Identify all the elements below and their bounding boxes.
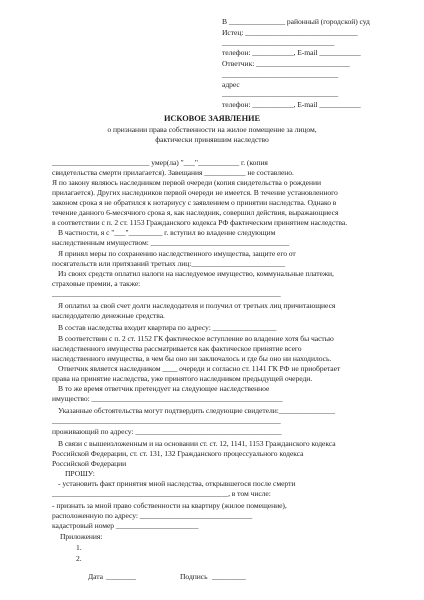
body-text-line: Из своих средств оплатил налоги на наследуемое имущество, коммунальные платежи,	[58, 269, 334, 278]
body-text-line: имущество: ___________________________________________________	[52, 394, 283, 403]
body-text-line: прилагается). Других наследников первой очереди не имеется. В течение установленного	[52, 188, 338, 197]
header-line: ______________________________	[222, 38, 335, 47]
body-text-line: В состав наследства входит квартира по адресу: _________________	[58, 323, 277, 332]
body-text-line: проживающий по адресу: _______________________________________	[52, 427, 282, 436]
header-line: Истец: ______________________________	[222, 28, 358, 37]
body-text-line: - установить факт принятия мной наследства, открывшегося после смерти	[58, 479, 296, 488]
body-text-line: _____________________________________________________________	[52, 289, 281, 298]
body-text-line: В связи с вышеизложенным и на основании ст. ст. 12, 1141, 1153 Гражданского кодекса	[58, 439, 336, 448]
body-text-line: Ответчик является наследником ____ очереди и согласно ст. 1141 ГК РФ не приобретает	[58, 364, 341, 373]
body-text-line: страховые премии, а также:	[52, 279, 141, 288]
header-line: Ответчик: _________________________	[222, 59, 350, 68]
body-text-line: Указанные обстоятельства могут подтвердить следующие свидетели:_______________	[58, 406, 335, 415]
header-line: телефон: ___________, E-mail ___________	[222, 48, 361, 57]
document-title: ИСКОВОЕ ЗАЯВЛЕНИЕ	[163, 114, 261, 123]
date-blank: ________	[106, 572, 136, 581]
date-label: Дата	[88, 572, 103, 581]
body-text-line: - признать за мной право собственности на квартиру (жилое помещение),	[52, 501, 287, 510]
body-text-line: ПРОШУ:	[65, 469, 95, 478]
document-subtitle-line-1: о признании права собственности на жилое помещение за лицом,	[107, 125, 317, 134]
signature-blank: _________	[212, 572, 246, 581]
body-text-line: В частности, я с "___"_________ г. вступил во владение следующим	[58, 228, 276, 237]
body-text-line: наследодателю денежные средства.	[52, 311, 165, 320]
body-text-line: посягательств или притязаний третьих лиц:_________________________	[52, 259, 285, 268]
body-text-line: Приложения:	[60, 532, 103, 541]
body-text-line: в соответствии с п. 2 ст. 1153 Гражданского кодекса РФ фактическим принятием наследства.	[52, 218, 348, 227]
body-text-line: _____________________________________________________________	[52, 416, 281, 425]
body-text-line: Я принял меры по сохранению наследственного имущества, защите его от	[58, 249, 296, 258]
header-line: В _______________ районный (городской) суд	[222, 17, 370, 26]
body-text-line: наследственного имущества, в чем бы оно ни заключалось и где бы оно ни находилось.	[52, 354, 332, 363]
header-line: телефон: ___________, E-mail ___________	[222, 100, 361, 109]
body-text-line: В соответствии с п. 2 ст. 1152 ГК фактическое вступление во владение хотя бы частью	[58, 334, 334, 343]
body-text-line: свидетельства смерти прилагается). Завещания ___________ не составлено.	[52, 168, 294, 177]
body-text-line: расположенную по адресу: ______________________________	[52, 511, 253, 520]
body-text-line: 1.	[76, 543, 82, 552]
body-text-line: 2.	[76, 554, 82, 563]
body-text-line: Я оплатил за свой счет долги наследодателя и получил от третьих лиц причитающиеся	[58, 301, 336, 310]
body-text-line: _______________________________________________, в том числе:	[52, 489, 271, 498]
body-text-line: кадастровый номер ______________________	[52, 521, 199, 530]
header-line: адрес	[222, 80, 240, 89]
header-line: _______________________________	[222, 89, 339, 98]
body-text-line: наследственным имуществом: _____________________________________	[52, 238, 290, 247]
body-text-line: Я по закону являюсь наследником первой очереди (копия свидетельства о рождении	[52, 178, 321, 187]
body-text-line: законом срока я не обратился к нотариусу с заявлением о принятии наследства. Однако в	[52, 198, 337, 207]
header-line: _______________________________	[222, 70, 339, 79]
body-text-line: права на принятие наследства, уже принятого наследником предыдущей очереди.	[52, 374, 313, 383]
body-text-line: наследственного имущества рассматривается как фактическое принятие всего	[52, 344, 302, 353]
body-text-line: Российской Федерации, ст. ст. 131, 132 Гражданского процессуального кодекса	[52, 449, 304, 458]
body-text-line: течение данного 6-месячного срока я, как наследник, совершил действия, выражающиеся	[52, 208, 339, 217]
body-text-line: __________________________ умер(ла) "___"___________ г. (копия	[52, 158, 268, 167]
body-text-line: Российской Федерации	[52, 459, 127, 468]
document-subtitle-line-2: фактически принявшим наследство	[155, 135, 269, 144]
signature-label: Подпись	[180, 572, 208, 581]
body-text-line: В то же время ответчик претендует на следующее наследственное	[58, 384, 270, 393]
